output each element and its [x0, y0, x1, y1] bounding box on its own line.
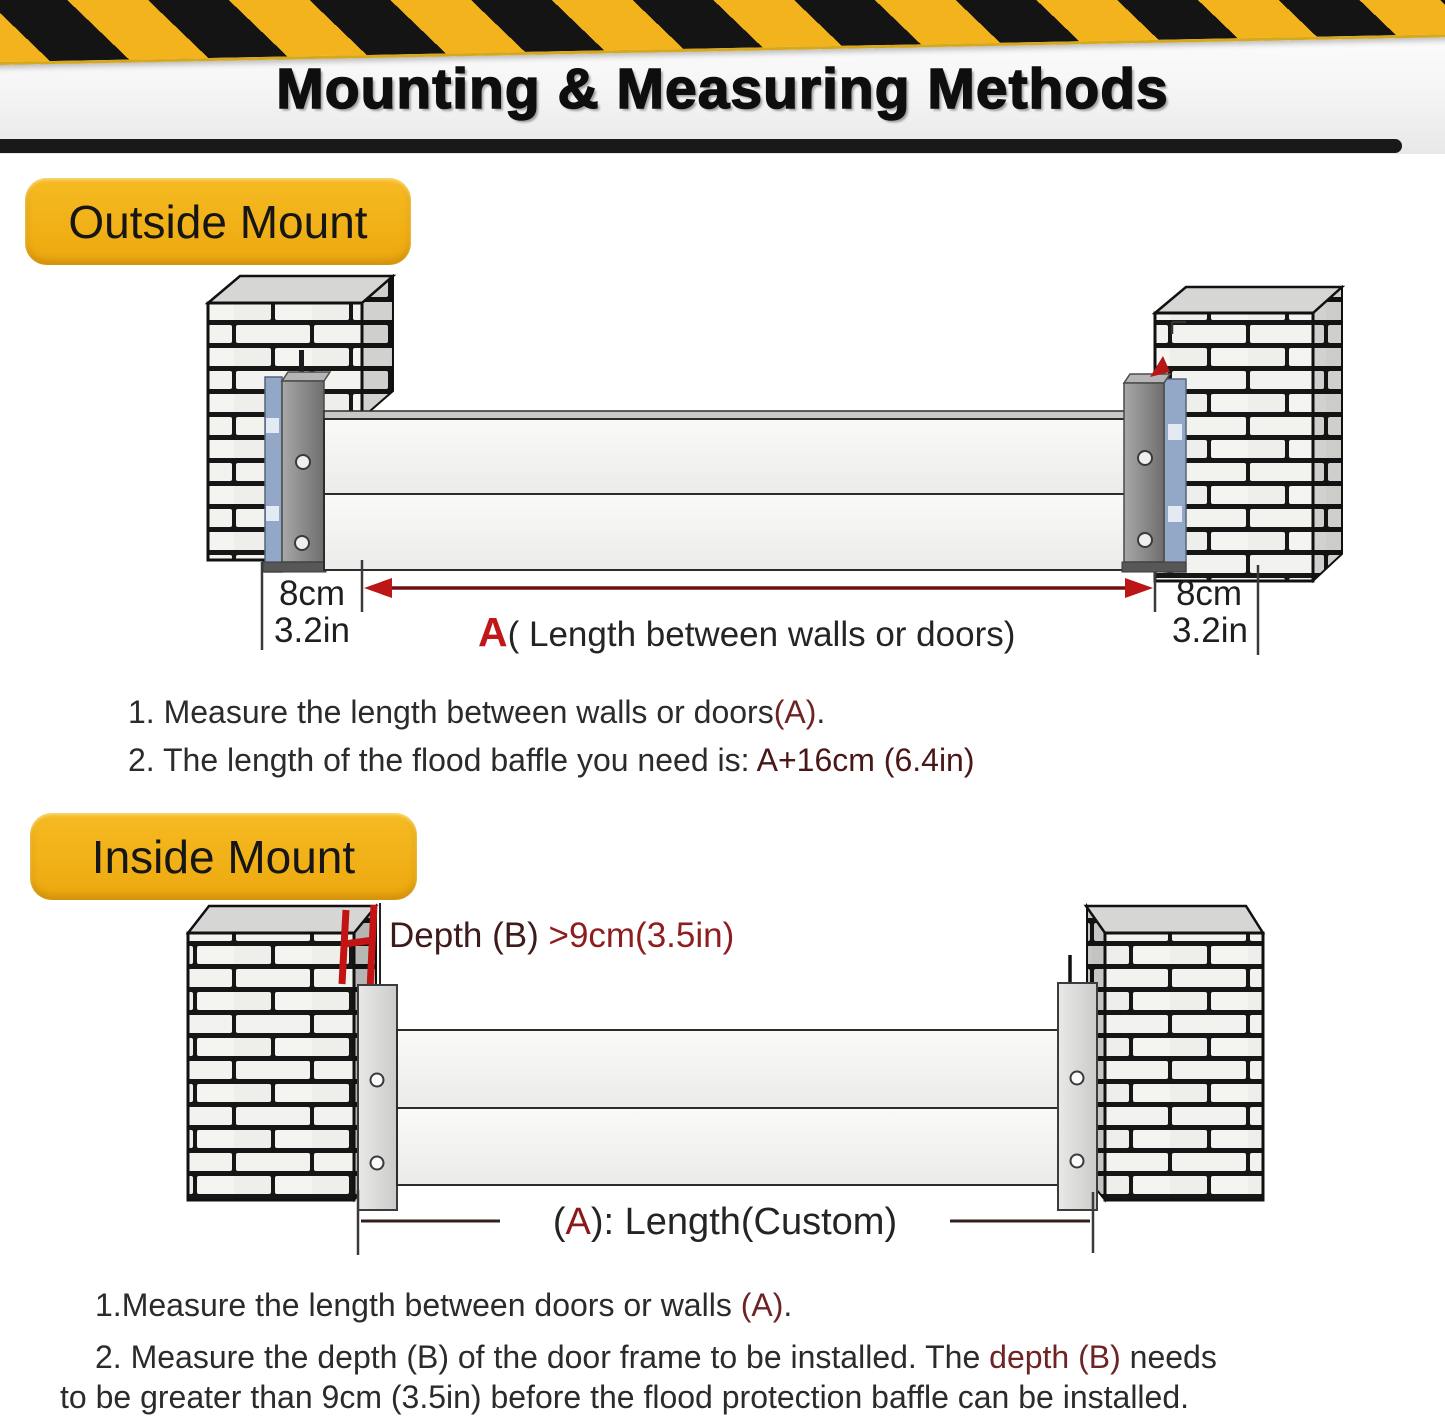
om-instruction-2 — [128, 743, 975, 778]
outside-mount-badge-label: Outside Mount — [68, 195, 368, 248]
om-instruction-2-text: 2. The length of the flood baffle you need is: — [128, 742, 757, 778]
im-depth-label-value: >9cm(3.5in) — [548, 916, 735, 955]
page-title: Mounting & Measuring Methods — [276, 57, 1169, 121]
inside-mount-badge-label: Inside Mount — [91, 830, 356, 883]
im-depth-label — [389, 918, 734, 955]
om-instruction-1-highlight: (A) — [773, 694, 817, 730]
im-length-paren: ( — [552, 1201, 566, 1243]
om-right-offset-cm: 8cm — [1175, 574, 1243, 613]
om-span-arrow — [364, 578, 1153, 598]
om-left-bracket — [263, 350, 330, 572]
om-instruction-2-highlight: A+16cm (6.4in) — [756, 742, 975, 778]
im-instruction-2 — [95, 1340, 1217, 1375]
om-right-offset-in: 3.2in — [1172, 611, 1248, 650]
om-span-a: A — [478, 609, 508, 655]
om-span-length-label — [478, 611, 1015, 654]
im-length-a: A — [565, 1201, 591, 1243]
im-length-text: ): Length(Custom) — [590, 1201, 898, 1243]
im-instruction-1 — [95, 1288, 792, 1323]
om-span-text: ( Length between walls or doors) — [507, 615, 1016, 654]
im-instruction-1-text: 1.Measure the length between doors or walls — [95, 1287, 741, 1323]
im-right-channel — [1058, 906, 1105, 1210]
im-instruction-1-period: . — [783, 1287, 793, 1323]
om-baffle-panel — [324, 411, 1128, 570]
om-instruction-1-period: . — [816, 694, 826, 730]
im-length-label — [495, 1203, 955, 1243]
im-instruction-1-highlight: (A) — [740, 1287, 784, 1323]
om-left-offset-cm: 8cm — [278, 574, 346, 613]
im-left-pillar — [188, 906, 376, 1200]
om-left-offset-in: 3.2in — [274, 611, 350, 650]
im-instruction-2-tail: needs — [1120, 1339, 1217, 1375]
im-left-channel — [358, 985, 397, 1210]
im-instruction-2-highlight: depth (B) — [989, 1339, 1121, 1375]
im-depth-label-name: Depth (B) — [389, 916, 549, 955]
om-instruction-1 — [128, 695, 825, 730]
om-instruction-1-text: 1. Measure the length between walls or doors — [128, 694, 774, 730]
im-right-pillar — [1086, 906, 1263, 1200]
im-baffle-panel — [397, 1030, 1058, 1185]
im-instruction-3: to be greater than 9cm (3.5in) before the flood protection baffle can be installed. — [60, 1379, 1190, 1415]
im-instruction-2-text: 2. Measure the depth (B) of the door frame to be installed. The — [95, 1339, 990, 1375]
